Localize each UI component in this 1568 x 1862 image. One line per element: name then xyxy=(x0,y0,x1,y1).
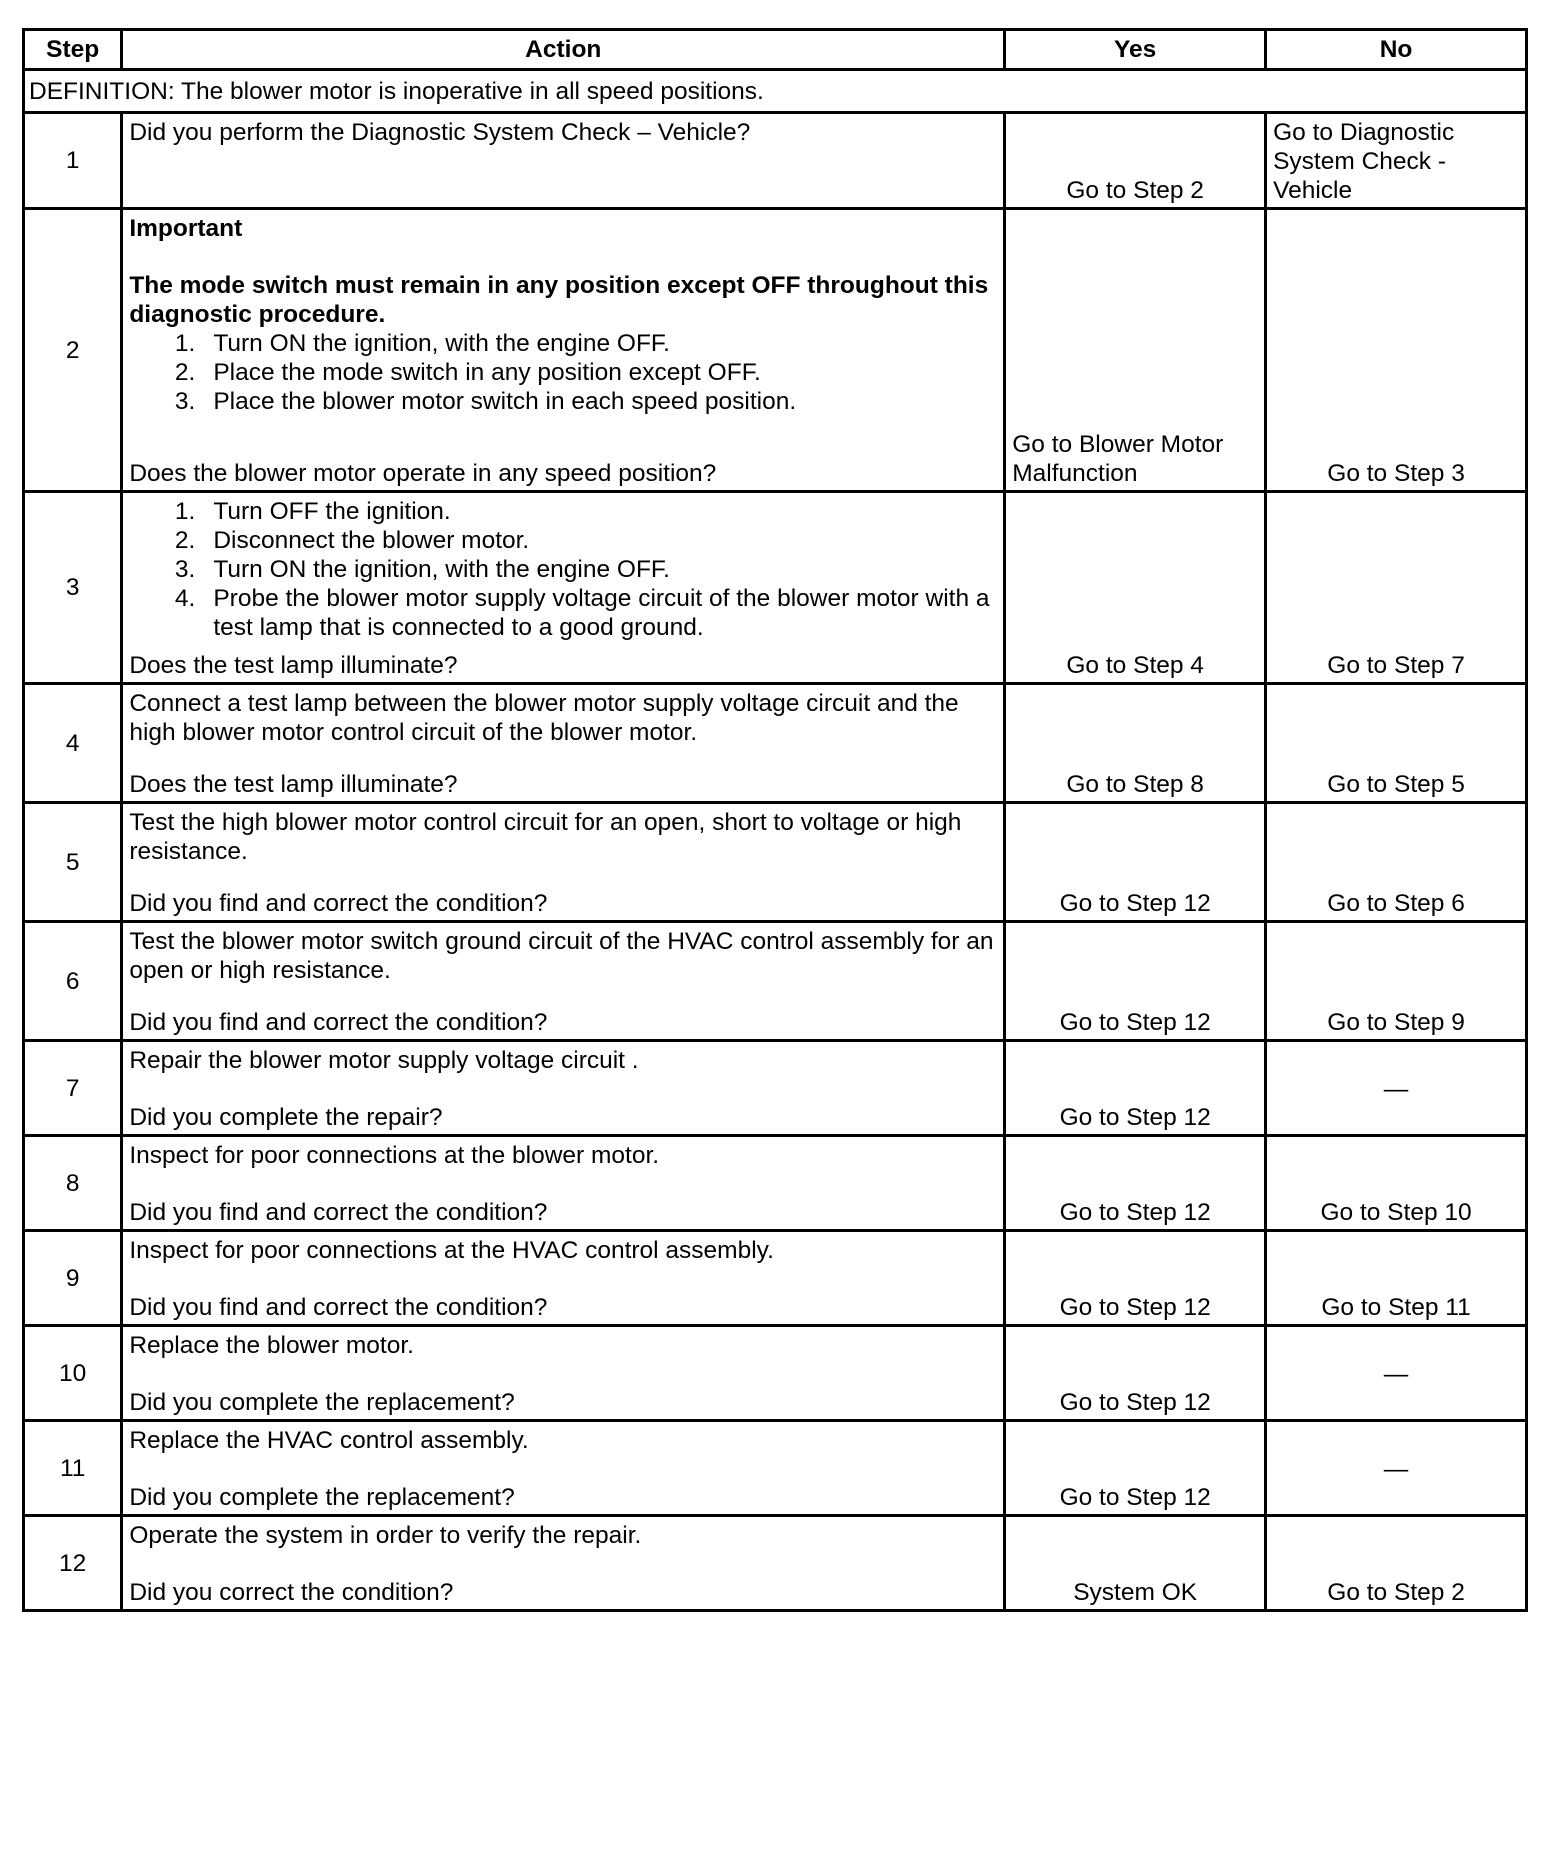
no-cell xyxy=(1266,922,1527,1041)
yes-cell xyxy=(1005,1516,1266,1611)
no-result: Go to Step 2 xyxy=(1327,1579,1465,1606)
yes-result: Go to Step 12 xyxy=(1059,1199,1211,1226)
yes-result: Go to Step 2 xyxy=(1066,177,1204,204)
step-number: 10 xyxy=(24,1326,122,1421)
no-result: — xyxy=(1383,1455,1409,1483)
yes-cell xyxy=(1005,1041,1266,1136)
no-result: Go to Diagnostic System Check - Vehicle xyxy=(1273,119,1455,204)
yes-result: Go to Blower Motor Malfunction xyxy=(1012,431,1224,487)
no-result: Go to Step 5 xyxy=(1327,771,1465,798)
no-result: — xyxy=(1383,1075,1409,1103)
no-cell xyxy=(1266,803,1527,922)
yes-cell xyxy=(1005,1326,1266,1421)
yes-result: System OK xyxy=(1073,1579,1198,1606)
list-item: 3. Turn ON the ignition, with the engine OFF. xyxy=(174,556,670,583)
table-row xyxy=(24,1231,1527,1326)
yes-result: Go to Step 12 xyxy=(1059,1294,1211,1321)
action-text: Inspect for poor connections at the HVAC control assembly. xyxy=(129,1237,774,1264)
no-cell xyxy=(1266,1041,1527,1136)
table-row xyxy=(24,684,1527,803)
action-text: Did you perform the Diagnostic System Check – Vehicle? xyxy=(129,119,751,146)
yes-result: Go to Step 12 xyxy=(1059,1104,1211,1131)
yes-cell xyxy=(1005,113,1266,209)
yes-result: Go to Step 4 xyxy=(1066,652,1204,679)
action-cell xyxy=(122,684,1005,803)
no-cell xyxy=(1266,209,1527,492)
step-number: 8 xyxy=(24,1136,122,1231)
action-question: Does the test lamp illuminate? xyxy=(129,652,458,679)
no-cell xyxy=(1266,1231,1527,1326)
action-question: Did you complete the replacement? xyxy=(129,1389,515,1416)
step-number: 9 xyxy=(24,1231,122,1326)
yes-cell xyxy=(1005,684,1266,803)
action-cell xyxy=(122,1136,1005,1231)
action-cell xyxy=(122,492,1005,684)
important-note: The mode switch must remain in any position except OFF throughout this diagnostic procedure. xyxy=(129,272,989,328)
step-number: 2 xyxy=(24,209,122,492)
no-cell xyxy=(1266,113,1527,209)
action-cell xyxy=(122,113,1005,209)
yes-cell xyxy=(1005,492,1266,684)
step-number: 6 xyxy=(24,922,122,1041)
step-number: 11 xyxy=(24,1421,122,1516)
action-text: Connect a test lamp between the blower motor supply voltage circuit and the high blower motor control circuit of the blower motor. xyxy=(129,690,959,746)
important-heading: Important xyxy=(129,215,243,242)
table-row xyxy=(24,1326,1527,1421)
table-row xyxy=(24,492,1527,684)
action-question: Did you find and correct the condition? xyxy=(129,1294,548,1321)
table-row xyxy=(24,209,1527,492)
no-result: — xyxy=(1383,1360,1409,1388)
list-item: 1. Turn OFF the ignition. xyxy=(174,498,451,525)
table-row xyxy=(24,1136,1527,1231)
yes-result: Go to Step 12 xyxy=(1059,1009,1211,1036)
action-text: Repair the blower motor supply voltage circuit . xyxy=(129,1047,639,1074)
yes-result: Go to Step 12 xyxy=(1059,1389,1211,1416)
action-cell xyxy=(122,1231,1005,1326)
yes-result: Go to Step 12 xyxy=(1059,890,1211,917)
action-question: Did you complete the repair? xyxy=(129,1104,443,1131)
no-result: Go to Step 10 xyxy=(1320,1199,1472,1226)
action-cell xyxy=(122,922,1005,1041)
action-question: Did you find and correct the condition? xyxy=(129,890,548,917)
list-item: 4. Probe the blower motor supply voltage circuit of the blower motor with a test lamp that is connected to a good ground. xyxy=(174,585,990,641)
yes-cell xyxy=(1005,922,1266,1041)
diagnostic-table xyxy=(22,28,1528,1612)
table-row xyxy=(24,1421,1527,1516)
yes-cell xyxy=(1005,1421,1266,1516)
action-cell xyxy=(122,1421,1005,1516)
no-result: Go to Step 11 xyxy=(1321,1294,1471,1321)
action-cell xyxy=(122,1326,1005,1421)
no-cell xyxy=(1266,684,1527,803)
action-question: Did you find and correct the condition? xyxy=(129,1199,548,1226)
step-number: 5 xyxy=(24,803,122,922)
step-number: 1 xyxy=(24,113,122,209)
table-row xyxy=(24,1516,1527,1611)
header-no: No xyxy=(1266,30,1527,70)
no-cell xyxy=(1266,492,1527,684)
yes-cell xyxy=(1005,1136,1266,1231)
yes-cell xyxy=(1005,803,1266,922)
no-result: Go to Step 9 xyxy=(1327,1009,1465,1036)
list-item: 1. Turn ON the ignition, with the engine OFF. xyxy=(174,330,670,357)
action-cell xyxy=(122,1516,1005,1611)
table-row xyxy=(24,1041,1527,1136)
header-row xyxy=(24,30,1527,70)
table-row xyxy=(24,113,1527,209)
action-text: Test the blower motor switch ground circuit of the HVAC control assembly for an open or high resistance. xyxy=(129,928,994,984)
step-number: 4 xyxy=(24,684,122,803)
action-text: Test the high blower motor control circuit for an open, short to voltage or high resistance. xyxy=(129,809,962,865)
list-item: 2. Disconnect the blower motor. xyxy=(174,527,530,554)
action-text: Replace the HVAC control assembly. xyxy=(129,1427,529,1454)
action-question: Does the blower motor operate in any speed position? xyxy=(129,460,717,487)
no-cell xyxy=(1266,1136,1527,1231)
action-text: Inspect for poor connections at the blower motor. xyxy=(129,1142,660,1169)
step-number: 3 xyxy=(24,492,122,684)
no-result: Go to Step 6 xyxy=(1327,890,1465,917)
no-cell xyxy=(1266,1421,1527,1516)
header-yes: Yes xyxy=(1005,30,1266,70)
header-step: Step xyxy=(24,30,122,70)
no-result: Go to Step 7 xyxy=(1327,652,1465,679)
action-text: Operate the system in order to verify the repair. xyxy=(129,1522,642,1549)
action-cell xyxy=(122,803,1005,922)
action-question: Did you correct the condition? xyxy=(129,1579,454,1606)
no-result: Go to Step 3 xyxy=(1327,460,1465,487)
action-question: Did you complete the replacement? xyxy=(129,1484,515,1511)
header-action: Action xyxy=(122,30,1005,70)
action-cell xyxy=(122,209,1005,492)
action-question: Did you find and correct the condition? xyxy=(129,1009,548,1036)
procedure-list xyxy=(129,497,997,642)
step-number: 12 xyxy=(24,1516,122,1611)
action-text: Replace the blower motor. xyxy=(129,1332,414,1359)
no-cell xyxy=(1266,1326,1527,1421)
list-item: 3. Place the blower motor switch in each speed position. xyxy=(174,388,797,415)
yes-cell xyxy=(1005,1231,1266,1326)
procedure-list xyxy=(129,329,997,416)
definition-text: DEFINITION: The blower motor is inoperative in all speed positions. xyxy=(24,70,1527,113)
yes-result: Go to Step 8 xyxy=(1066,771,1204,798)
definition-row xyxy=(24,70,1527,113)
yes-cell xyxy=(1005,209,1266,492)
table-row xyxy=(24,803,1527,922)
list-item: 2. Place the mode switch in any position except OFF. xyxy=(174,359,761,386)
step-number: 7 xyxy=(24,1041,122,1136)
no-cell xyxy=(1266,1516,1527,1611)
table-row xyxy=(24,922,1527,1041)
action-question: Does the test lamp illuminate? xyxy=(129,771,458,798)
action-cell xyxy=(122,1041,1005,1136)
yes-result: Go to Step 12 xyxy=(1059,1484,1211,1511)
